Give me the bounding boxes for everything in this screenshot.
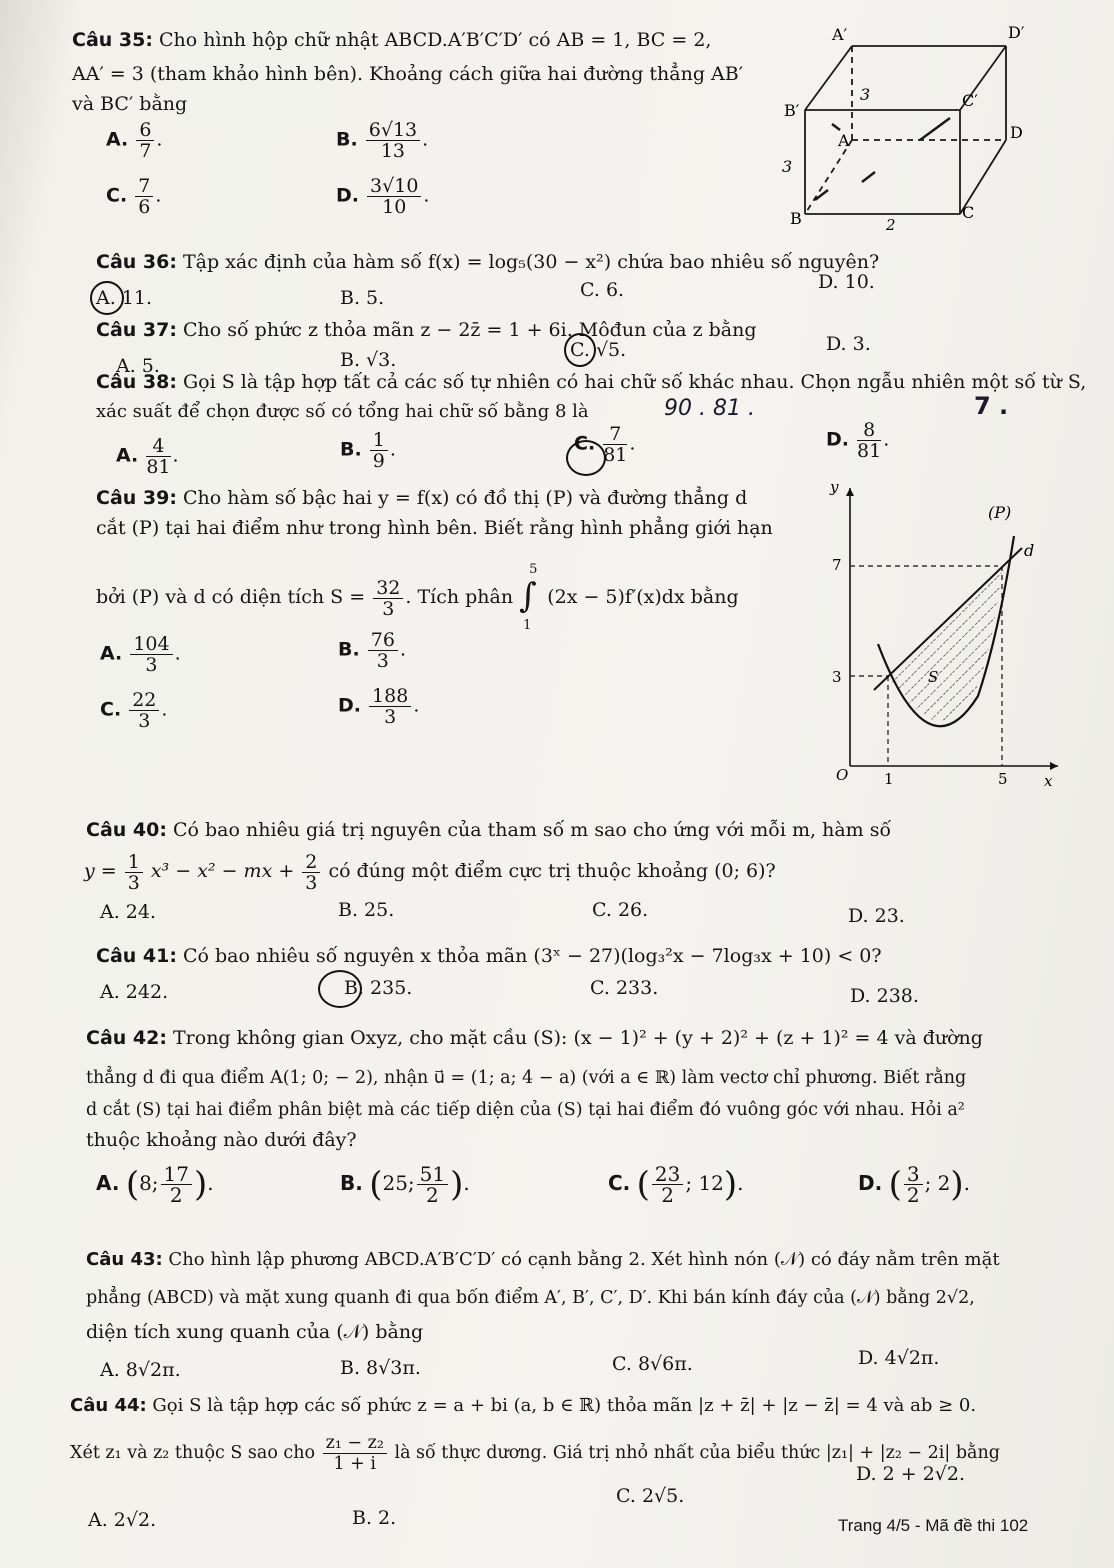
q40-option-d: D. 23. (848, 905, 905, 927)
q35-d-letter: D. (336, 184, 359, 207)
q42-b-letter: B. (340, 1171, 363, 1195)
q39-d-den: 3 (384, 706, 397, 728)
q42-c-post: ; 12 (685, 1171, 724, 1195)
q40-text1: Có bao nhiêu giá trị nguyên của tham số m sao cho ứng với mỗi m, hàm số (173, 819, 892, 841)
q42-text1: Trong không gian Oxyz, cho mặt cầu (S): (x − 1)² + (y + 2)² + (z + 1)² = 4 và đường (173, 1027, 983, 1049)
graph-x-tick-5: 5 (998, 770, 1008, 788)
q35-c-num: 7 (135, 176, 153, 197)
q35-line2: AA′ = 3 (tham khảo hình bên). Khoảng cách giữa hai đường thẳng AB′ (72, 63, 744, 85)
q40-option-c: C. 26. (592, 899, 649, 921)
q39-c-den: 3 (138, 710, 151, 732)
q44-option-a: A. 2√2. (88, 1509, 157, 1531)
q42-text3: d cắt (S) tại hai điểm phân biệt mà các tiếp diện của (S) tại hai điểm đó vuông góc với nhau. Hỏi a² (86, 1100, 965, 1120)
q41-line (96, 944, 882, 968)
q40-label: Câu 40: (86, 819, 167, 841)
q39-text3a: bởi (P) và d có diện tích S = (96, 586, 366, 608)
q39-text2: cắt (P) tại hai điểm như trong hình bên. Biết rằng hình phẳng giới hạn (96, 517, 773, 539)
q36-line (96, 250, 879, 274)
q42-text4: thuộc khoảng nào dưới đây? (86, 1129, 357, 1151)
q39-b-letter: B. (338, 638, 360, 661)
q39-option-a: A. $\frac{104}{3}$ . (100, 633, 181, 676)
q44-option-b: B. 2. (352, 1507, 397, 1529)
q44-text1: Gọi S là tập hợp các số phức z = a + bi (a, b ∈ ℝ) thỏa mãn |z + z̄| + |z − z̄| = 4 và ab ≥ 0. (152, 1395, 977, 1416)
q39-a-letter: A. (100, 642, 123, 665)
q39-option-d: D. $\frac{188}{3}$ . (338, 685, 420, 728)
q35-line3: và BC′ bằng (72, 93, 188, 115)
q39-text3b: . Tích phân (405, 586, 514, 608)
q35-d-den: 10 (382, 196, 407, 218)
q35-label: Câu 35: (72, 29, 153, 51)
q35-line1 (72, 28, 711, 52)
q37-option-b: B. √3. (340, 349, 397, 371)
q42-option-a: A. (8; $\frac{17}{2}$ ). (96, 1162, 214, 1207)
q38-option-d: D. $\frac{8}{81}$ . (826, 419, 890, 462)
q44-frac-den: 1 + i (333, 1454, 377, 1474)
q38-handwritten-1: 90 . 81 . (664, 396, 755, 421)
fig-label-c: C (962, 203, 975, 222)
q42-a-den: 2 (169, 1183, 183, 1207)
q35-option-b: B. $\frac{6√13}{13}$ . (336, 119, 429, 162)
q36-option-a: A. 11. (96, 287, 153, 309)
q36-option-c: C. 6. (580, 279, 625, 301)
graph-d-label: d (1024, 541, 1035, 560)
q38-text1: Gọi S là tập hợp tất cả các số tự nhiên có hai chữ số khác nhau. Chọn ngẫu nhiên một số từ S, (183, 371, 1087, 393)
q38-line1 (96, 370, 1086, 394)
graph-x-tick-1: 1 (884, 770, 894, 788)
graph-y-label: y (830, 478, 839, 496)
q38-c-num: 7 (603, 424, 627, 445)
q35-d-num: 3√10 (367, 176, 421, 197)
q36-option-d: D. 10. (818, 271, 875, 293)
q39-d-letter: D. (338, 694, 361, 717)
q39-area-den: 3 (382, 597, 395, 620)
q38-a-den: 81 (146, 456, 171, 478)
q42-option-c: C. ( $\frac{23}{2}$ ; 12). (608, 1162, 744, 1207)
q44-frac-num: z₁ − z₂ (323, 1433, 387, 1454)
q44-text2a: Xét z₁ và z₂ thuộc S sao cho (70, 1443, 316, 1463)
q44-option-d: D. 2 + 2√2. (856, 1463, 966, 1485)
q35-option-a: A. $\frac{6}{7}$ . (106, 119, 163, 162)
q43-option-b: B. 8√3π. (340, 1357, 421, 1379)
q41-text: Có bao nhiêu số nguyên x thỏa mãn (3ˣ − 27)(log₃²x − 7log₃x + 10) < 0? (183, 945, 882, 967)
q42-a-num: 17 (161, 1164, 192, 1185)
q35-text1: Cho hình hộp chữ nhật ABCD.A′B′C′D′ có AB = 1, BC = 2, (159, 29, 712, 51)
q42-a-pre: 8; (139, 1171, 159, 1195)
q39-line1 (96, 486, 747, 510)
q42-line1 (86, 1026, 983, 1050)
q38-handwritten-2: 7 . (974, 392, 1009, 420)
fig-label-b: B (790, 209, 802, 228)
q43-option-c: C. 8√6π. (612, 1353, 693, 1375)
q37-line (96, 318, 757, 342)
q39-d-num: 188 (369, 686, 411, 707)
q38-c-den: 81 (603, 444, 628, 466)
q43-text1: Cho hình lập phương ABCD.A′B′C′D′ có cạnh bằng 2. Xét hình nón (𝒩) có đáy nằm trên mặt (168, 1249, 1000, 1270)
fig-label-a-prime: A′ (832, 25, 848, 44)
q39-graph (818, 476, 1068, 796)
q40-option-b: B. 25. (338, 899, 395, 921)
q37-option-c: C. √5. (570, 339, 627, 361)
q38-b-den: 9 (372, 450, 385, 472)
q42-c-num: 23 (652, 1164, 683, 1185)
q40-line1 (86, 818, 891, 842)
q38-d-den: 81 (857, 440, 882, 462)
q36-option-b: B. 5. (340, 287, 385, 309)
q42-b-num: 51 (417, 1164, 448, 1185)
graph-s-label: S (928, 668, 939, 686)
q38-option-b: B. $\frac{1}{9}$ . (340, 429, 396, 472)
fig-handwritten-3a: 3 (860, 85, 871, 104)
q42-c-letter: C. (608, 1171, 631, 1195)
q39-int-lower: 1 (523, 618, 532, 633)
q42-d-post: ; 2 (924, 1171, 951, 1195)
q35-option-d: D. $\frac{3√10}{10}$ . (336, 175, 430, 218)
q35-c-letter: C. (106, 184, 128, 207)
graph-x-label: x (1044, 772, 1053, 790)
q43-line1 (86, 1248, 1000, 1272)
q35-a-den: 7 (139, 140, 152, 162)
fig-label-d-prime: D′ (1008, 23, 1025, 42)
q39-a-num: 104 (130, 634, 172, 655)
q35-a-num: 6 (136, 120, 154, 141)
q42-d-num: 3 (904, 1164, 923, 1185)
q38-c-letter: C. (574, 432, 596, 455)
q41-label: Câu 41: (96, 945, 177, 967)
answer-circle-q36 (90, 281, 124, 315)
q37-label: Câu 37: (96, 319, 177, 341)
q39-b-den: 3 (376, 650, 389, 672)
q39-integrand: (2x − 5)f′(x)dx bằng (547, 586, 739, 608)
q39-option-c: C. $\frac{22}{3}$ . (100, 689, 168, 732)
q43-text3: diện tích xung quanh của (𝒩) bằng (86, 1321, 424, 1343)
fig-label-d: D (1010, 123, 1023, 142)
q43-option-a: A. 8√2π. (100, 1359, 181, 1381)
q39-label: Câu 39: (96, 487, 177, 509)
fig-label-b-prime: B′ (784, 101, 800, 120)
q42-b-den: 2 (426, 1183, 439, 1207)
q36-text: Tập xác định của hàm số f(x) = log₅(30 − x²) chứa bao nhiêu số nguyên? (183, 251, 880, 273)
q38-b-letter: B. (340, 438, 362, 461)
q43-option-d: D. 4√2π. (858, 1347, 940, 1369)
fig-label-a: A (838, 131, 850, 150)
q42-option-b: B. (25; $\frac{51}{2}$ ). (340, 1162, 470, 1207)
answer-circle-q37 (564, 333, 596, 367)
q39-text1: Cho hàm số bậc hai y = f(x) có đồ thị (P) và đường thẳng d (183, 487, 748, 509)
q36-label: Câu 36: (96, 251, 177, 273)
q42-d-den: 2 (906, 1183, 920, 1207)
q40-line2 (84, 850, 776, 893)
q44-option-c: C. 2√5. (616, 1485, 685, 1507)
fig-label-c-prime: C′ (962, 91, 978, 110)
q38-a-letter: A. (116, 444, 139, 467)
page-footer: Trang 4/5 - Mã đề thi 102 (838, 1516, 1029, 1535)
q38-text2: xác suất để chọn được số có tổng hai chữ số bằng 8 là (96, 401, 589, 422)
q41-option-b: B. 235. (344, 977, 413, 999)
q42-option-d: D. ( $\frac{3}{2}$ ; 2). (858, 1162, 971, 1207)
q37-option-a: A. 5. (116, 355, 160, 377)
q40-tail: có đúng một điểm cực trị thuộc khoảng (0; 6)? (328, 860, 776, 882)
q44-line1 (70, 1394, 976, 1418)
q40-frac1-den: 3 (127, 871, 140, 894)
q44-label: Câu 44: (70, 1395, 147, 1416)
q38-d-letter: D. (826, 428, 849, 451)
q35-b-letter: B. (336, 128, 358, 151)
q38-a-num: 4 (146, 436, 170, 457)
q39-option-b: B. $\frac{76}{3}$ . (338, 629, 406, 672)
q42-b-pre: 25; (382, 1171, 415, 1195)
graph-y-tick-3: 3 (832, 668, 842, 686)
q40-mid: x³ − x² − mx + (150, 860, 295, 882)
q35-c-den: 6 (138, 196, 151, 218)
q35-a-letter: A. (106, 128, 129, 151)
q41-option-a: A. 242. (100, 981, 169, 1003)
q38-option-c: C. $\frac{7}{81}$ . (574, 423, 636, 466)
fig-handwritten-3b: 3 (782, 157, 793, 176)
q35-b-den: 13 (380, 140, 406, 162)
answer-circle-q41 (318, 970, 362, 1008)
q39-int-upper: 5 (529, 562, 538, 577)
q39-area-num: 32 (373, 578, 403, 599)
q38-option-a: A. $\frac{4}{81}$ . (116, 435, 179, 478)
q43-label: Câu 43: (86, 1249, 163, 1270)
q40-frac2-num: 2 (302, 852, 320, 873)
q37-text: Cho số phức z thỏa mãn z − 2z̄ = 1 + 6i. Môđun của z bằng (183, 319, 757, 341)
q39-a-den: 3 (145, 654, 158, 676)
fig-handwritten-2: 2 (886, 216, 896, 232)
q42-c-den: 2 (661, 1183, 674, 1207)
q42-d-letter: D. (858, 1171, 883, 1195)
graph-origin: O (836, 766, 849, 784)
q38-d-num: 8 (857, 420, 881, 441)
q35-option-c: C. $\frac{7}{6}$ . (106, 175, 162, 218)
q39-b-num: 76 (368, 630, 398, 651)
q44-text2b: là số thực dương. Giá trị nhỏ nhất của biểu thức |z₁| + |z₂ − 2i| bằng (394, 1443, 1000, 1463)
q35-box-figure (770, 22, 1070, 232)
q41-option-c: C. 233. (590, 977, 659, 999)
answer-circle-q38 (566, 440, 606, 476)
q42-a-letter: A. (96, 1171, 120, 1195)
q40-frac1-num: 1 (125, 852, 143, 873)
q40-frac2-den: 3 (305, 871, 318, 894)
q43-text2: phẳng (ABCD) và mặt xung quanh đi qua bốn điểm A′, B′, C′, D′. Khi bán kính đáy của (𝒩) bằng 2√2, (86, 1288, 975, 1308)
q39-c-letter: C. (100, 698, 122, 721)
q42-text2: thẳng d đi qua điểm A(1; 0; − 2), nhận u⃗ = (1; a; 4 − a) (với a ∈ ℝ) làm vectơ chỉ phương. Biết rằng (86, 1068, 967, 1088)
graph-p-label: (P) (988, 503, 1012, 522)
q38-b-num: 1 (370, 430, 388, 451)
q42-label: Câu 42: (86, 1027, 167, 1049)
q38-label: Câu 38: (96, 371, 177, 393)
graph-y-tick-7: 7 (832, 556, 842, 574)
q39-c-num: 22 (129, 690, 159, 711)
q40-option-a: A. 24. (100, 901, 157, 923)
q39-line3: bởi (P) và d có diện tích S = $\frac{32}{3}$ . Tích phân ∫ 5 1 (2x − 5)f′(x)dx bằng (96, 570, 739, 619)
q35-b-num: 6√13 (366, 120, 420, 141)
q41-option-d: D. 238. (850, 985, 919, 1007)
q37-option-d: D. 3. (826, 333, 871, 355)
q40-y-eq: y = (84, 860, 117, 882)
